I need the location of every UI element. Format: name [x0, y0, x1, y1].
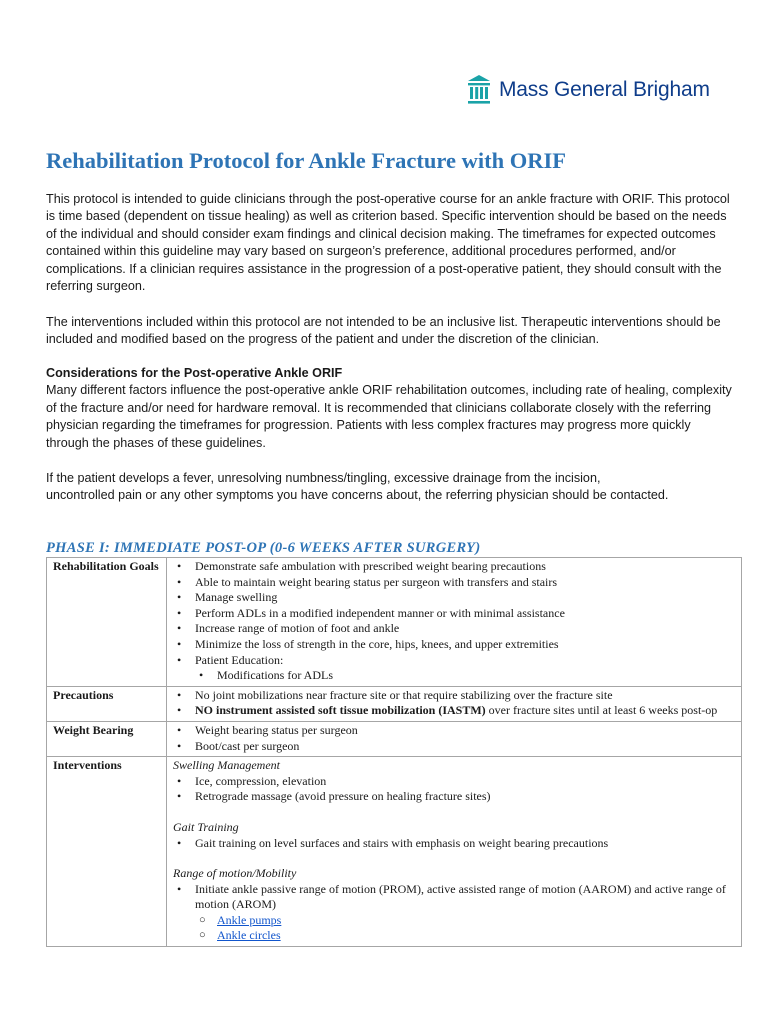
gait-list — [173, 836, 735, 852]
list-item: • Weight bearing status per surgeon — [173, 723, 735, 739]
brand-name: Mass General Brigham — [499, 78, 710, 101]
list-item: • Demonstrate safe ambulation with prescribed weight bearing precautions — [173, 559, 735, 575]
list-item: • Boot/cast per surgeon — [173, 739, 735, 755]
list-item — [173, 928, 735, 944]
row-label: Precautions — [47, 686, 167, 721]
rom-list — [173, 882, 735, 913]
iastm-warning-rest: over fracture sites until at least 6 weeks post-op — [485, 703, 718, 718]
ankle-circles-link[interactable]: Ankle circles — [217, 928, 281, 943]
interventions-cell — [167, 757, 742, 947]
list-item — [173, 703, 735, 719]
precautions-list — [173, 688, 735, 719]
goals-sub-list — [173, 668, 735, 684]
warning-line-2: uncontrolled pain or any other symptoms you have concerns about, the referring physician should be contacted. — [46, 488, 669, 503]
weight-bearing-cell — [167, 721, 742, 756]
list-item: • Able to maintain weight bearing status per surgeon with transfers and stairs — [173, 575, 735, 591]
list-item: • Retrograde massage (avoid pressure on healing fracture sites) — [173, 789, 735, 805]
phase-heading: PHASE I: IMMEDIATE POST-OP (0-6 WEEKS AFTER SURGERY) — [46, 540, 481, 556]
list-item: • Ice, compression, elevation — [173, 774, 735, 790]
protocol-table — [46, 557, 742, 947]
row-label: Interventions — [47, 757, 167, 947]
brand-logo — [466, 72, 710, 108]
list-item: • Manage swelling — [173, 590, 735, 606]
list-item: • Perform ADLs in a modified independent manner or with minimal assistance — [173, 606, 735, 622]
rom-links-list — [173, 913, 735, 944]
list-item: • Increase range of motion of foot and ankle — [173, 621, 735, 637]
columns-building-icon — [466, 73, 492, 107]
table-row-precautions — [47, 686, 742, 721]
goals-list — [173, 559, 735, 668]
goals-cell — [167, 558, 742, 687]
warning-paragraph — [46, 470, 736, 505]
warning-line-1: If the patient develops a fever, unresolving numbness/tingling, excessive drainage from the incision, — [46, 471, 601, 485]
list-item: • Modifications for ADLs — [173, 668, 735, 684]
list-item: • Gait training on level surfaces and stairs with emphasis on weight bearing precautions — [173, 836, 735, 852]
ankle-pumps-link[interactable]: Ankle pumps — [217, 912, 282, 927]
table-row-interventions — [47, 757, 742, 947]
list-item — [173, 913, 735, 929]
intro-paragraph: This protocol is intended to guide clinicians through the post-operative course for an ankle fracture with ORIF. This protocol is time based (dependent on tissue healing) as well as criterion based. Specific intervention should be based on the needs of the individual and should consider exam findings and clinical decision making. The timeframes for expected outcomes contained within this guideline may vary based on surgeon’s preference, additional procedures performed, and/or complications. If a clinician requires assistance in the progression of a post-operative patient, they should consult with the referring surgeon. — [46, 192, 730, 294]
list-item: • Patient Education: — [173, 653, 735, 669]
swelling-heading: Swelling Management — [173, 758, 280, 773]
list-item: • Minimize the loss of strength in the core, hips, knees, and upper extremities — [173, 637, 735, 653]
table-row-weight-bearing — [47, 721, 742, 756]
list-item: • Initiate ankle passive range of motion (PROM), active assisted range of motion (AAROM) and active range of motion (AROM) — [173, 882, 735, 913]
row-label: Rehabilitation Goals — [47, 558, 167, 687]
table-row-goals — [47, 558, 742, 687]
iastm-warning: NO instrument assisted soft tissue mobilization (IASTM) — [195, 703, 486, 718]
page-title: Rehabilitation Protocol for Ankle Fracture with ORIF — [46, 148, 566, 173]
list-item: • No joint mobilizations near fracture site or that require stabilizing over the fracture site — [173, 688, 735, 704]
considerations-paragraph: Many different factors influence the post-operative ankle ORIF rehabilitation outcomes, including rate of healing, complexity of the fracture and/or need for hardware removal. It is recommended that clinicians collaborate closely with the referring physician regarding the timeframes for progression. Patients with less complex fractures may progress more quickly through the phases of these guidelines. — [46, 383, 732, 450]
weight-bearing-list — [173, 723, 735, 754]
swelling-list — [173, 774, 735, 805]
gait-heading: Gait Training — [173, 819, 239, 834]
rom-heading: Range of motion/Mobility — [173, 866, 297, 881]
precautions-cell — [167, 686, 742, 721]
interventions-note-paragraph: The interventions included within this protocol are not intended to be an inclusive list. Therapeutic interventions should be included and modified based on the progress of the patient and under the discretion of the clinician. — [46, 315, 721, 347]
row-label: Weight Bearing — [47, 721, 167, 756]
considerations-section — [46, 365, 736, 452]
considerations-heading: Considerations for the Post-operative Ankle ORIF — [46, 366, 343, 380]
